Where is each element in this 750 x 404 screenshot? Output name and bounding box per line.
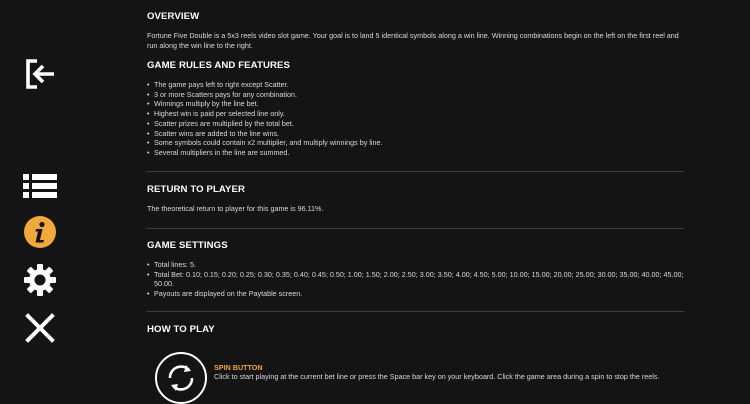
- spin-button-description: Click to start playing at the current bet line or press the Space bar key on your keyboard. Click the game area during a spin to stop the reels.: [214, 372, 660, 381]
- info-button[interactable]: [22, 214, 58, 250]
- rtp-text: The theoretical return to player for this game is 96.11%.: [147, 204, 324, 213]
- list-icon: [23, 173, 57, 199]
- info-icon: [23, 215, 57, 249]
- list-item: • Total Bet: 0.10; 0.15; 0.20; 0.25; 0.30; 0.35; 0.40; 0.45; 0.50; 1.00; 1.50; 2.00; 2.50; 3.00; 3.50; 4.00; 4.50; 5.00; 10.00; 15.00; 20.00; 25.00; 30.00; 35.00; 40.00; 45.00; 50.00.: [147, 270, 684, 289]
- overview-text: Fortune Five Double is a 5x3 reels video slot game. Your goal is to land 5 identical symbols along a win line. Winning combinations begin on the left on the first reel and run along the win line to the right.: [147, 31, 679, 50]
- gear-icon: [23, 263, 57, 297]
- divider: [147, 311, 684, 312]
- divider: [147, 171, 684, 172]
- sidebar: [0, 0, 80, 404]
- divider: [147, 228, 684, 229]
- spin-button-illustration: [155, 352, 207, 404]
- close-icon: [25, 313, 55, 343]
- exit-icon: [23, 57, 57, 91]
- help-content[interactable]: [147, 0, 684, 404]
- list-item: • Payouts are displayed on the Paytable screen.: [147, 289, 684, 299]
- list-item: • Several multipliers in the line are summed.: [147, 148, 684, 158]
- rtp-title: RETURN TO PLAYER: [147, 184, 246, 195]
- list-item: • Highest win is paid per selected line only.: [147, 109, 684, 119]
- exit-button[interactable]: [22, 56, 58, 92]
- list-item: • Total lines: 5.: [147, 260, 684, 270]
- list-item: • The game pays left to right except Scatter.: [147, 80, 684, 90]
- settings-button[interactable]: [22, 262, 58, 298]
- list-item: • 3 or more Scatters pays for any combination.: [147, 90, 684, 100]
- spin-icon: [164, 361, 198, 395]
- overview-title: OVERVIEW: [147, 11, 200, 22]
- list-item: • Winnings multiply by the line bet.: [147, 99, 684, 109]
- paytable-button[interactable]: [22, 168, 58, 204]
- howto-title: HOW TO PLAY: [147, 324, 215, 335]
- rules-list: [147, 80, 684, 158]
- settings-list: [147, 260, 684, 299]
- list-item: • Some symbols could contain x2 multiplier, and multiply winnings by line.: [147, 138, 684, 148]
- list-item: • Scatter prizes are multiplied by the total bet.: [147, 119, 684, 129]
- spin-button-title: SPIN BUTTON: [214, 363, 263, 372]
- list-item: • Scatter wins are added to the line wins.: [147, 129, 684, 139]
- settings-title: GAME SETTINGS: [147, 240, 228, 251]
- close-button[interactable]: [22, 310, 58, 346]
- rules-title: GAME RULES AND FEATURES: [147, 60, 291, 71]
